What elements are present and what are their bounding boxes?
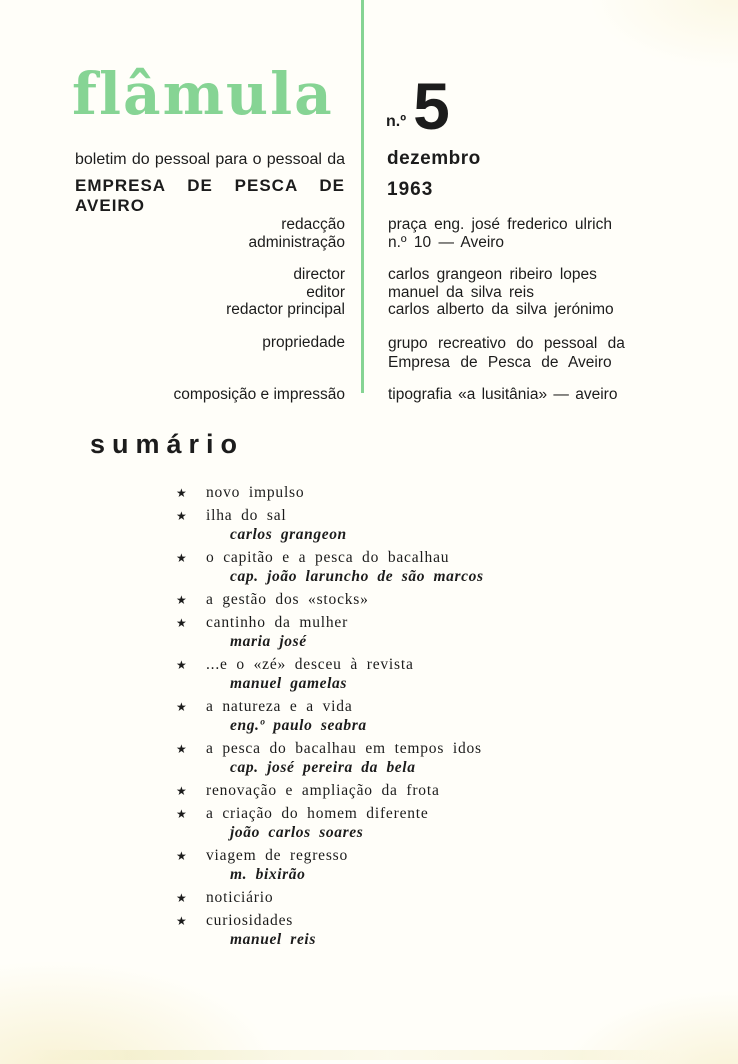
masthead-value: praça eng. josé frederico ulrich [388,216,612,233]
masthead-label: administração [248,233,345,251]
toc-item [176,846,616,884]
star-bullet-icon: ★ [176,914,187,928]
masthead-labels [0,266,345,319]
masthead-label: redactor principal [226,301,345,318]
toc-item [176,613,616,651]
masthead-value: grupo recreativo do pessoal da [388,334,625,352]
masthead-labels [0,216,345,251]
star-bullet-icon: ★ [176,784,187,798]
star-bullet-icon: ★ [176,616,187,630]
star-bullet-icon: ★ [176,551,187,565]
toc-item [176,888,616,907]
scan-streak-bottom [30,1050,680,1060]
masthead-values [388,216,612,251]
star-bullet-icon: ★ [176,700,187,714]
masthead-values [388,334,625,373]
toc-item-author: m. bixirão [230,866,306,883]
toc-item-title: novo impulso [206,484,305,501]
table-of-contents [176,483,616,953]
toc-item [176,506,616,544]
toc-item-title: ...e o «zé» desceu à revista [206,656,414,673]
toc-item-author: maria josé [230,633,307,650]
issue-number-block [386,69,450,143]
toc-item-author: joão carlos soares [230,824,364,841]
star-bullet-icon: ★ [176,891,187,905]
star-bullet-icon: ★ [176,593,187,607]
scan-stain-top-right [588,0,738,70]
toc-item [176,739,616,777]
summary-heading: sumário [90,429,245,459]
toc-item-title: ilha do sal [206,507,287,524]
masthead-group [0,334,738,373]
toc-item-title: noticiário [206,889,274,906]
issue-number-value: 5 [413,69,450,143]
masthead-label: composição e impressão [173,385,345,403]
masthead-label: director [293,266,345,283]
masthead-value: manuel da silva reis [388,283,534,301]
toc-item-author: manuel reis [230,931,316,948]
toc-item [176,804,616,842]
star-bullet-icon: ★ [176,509,187,523]
masthead-value: Empresa de Pesca de Aveiro [388,354,612,371]
toc-item [176,590,616,609]
publication-title: flâmula [72,60,334,128]
toc-item [176,483,616,502]
toc-item-title: a criação do homem diferente [206,805,429,822]
toc-item-title: renovação e ampliação da frota [206,782,440,799]
toc-item [176,655,616,693]
masthead-value: carlos alberto da silva jerónimo [388,301,614,318]
toc-item-title: a pesca do bacalhau em tempos idos [206,740,482,757]
star-bullet-icon: ★ [176,742,187,756]
scan-stain-bottom-left [0,960,280,1064]
issue-month: dezembro [387,148,481,169]
masthead-labels [0,334,345,373]
masthead-value: carlos grangeon ribeiro lopes [388,266,597,283]
toc-item [176,781,616,800]
masthead-group [0,216,738,251]
toc-item-title: viagem de regresso [206,847,349,864]
masthead-value: n.º 10 — Aveiro [388,233,505,251]
toc-item-author: cap. joão laruncho de são marcos [230,568,484,585]
toc-item [176,911,616,949]
toc-item [176,697,616,735]
publisher-name: EMPRESA DE PESCA DE AVEIRO [75,176,345,215]
toc-item-title: o capitão e a pesca do bacalhau [206,549,450,566]
toc-item-title: a natureza e a vida [206,698,353,715]
publication-subtitle: boletim do pessoal para o pessoal da [75,151,345,168]
issue-number-label: n.º [386,113,407,130]
masthead-label: editor [306,283,345,301]
toc-item-title: curiosidades [206,912,294,929]
star-bullet-icon: ★ [176,658,187,672]
toc-item-author: manuel gamelas [230,675,348,692]
masthead-group [0,386,738,404]
masthead-label: propriedade [262,333,345,351]
toc-item-author: carlos grangeon [230,526,347,543]
toc-item-author: cap. josé pereira da bela [230,759,416,776]
toc-item-title: a gestão dos «stocks» [206,591,369,608]
masthead-group [0,266,738,319]
masthead-credits [0,216,738,418]
toc-item-title: cantinho da mulher [206,614,349,631]
masthead-labels [0,386,345,404]
toc-item-author: eng.º paulo seabra [230,717,367,734]
masthead-values [388,266,614,319]
issue-year: 1963 [387,179,434,200]
star-bullet-icon: ★ [176,486,187,500]
toc-item [176,548,616,586]
masthead-value: tipografia «a lusitânia» — aveiro [388,385,618,403]
masthead-label: redacção [281,216,345,233]
star-bullet-icon: ★ [176,849,187,863]
masthead-values [388,386,617,404]
star-bullet-icon: ★ [176,807,187,821]
